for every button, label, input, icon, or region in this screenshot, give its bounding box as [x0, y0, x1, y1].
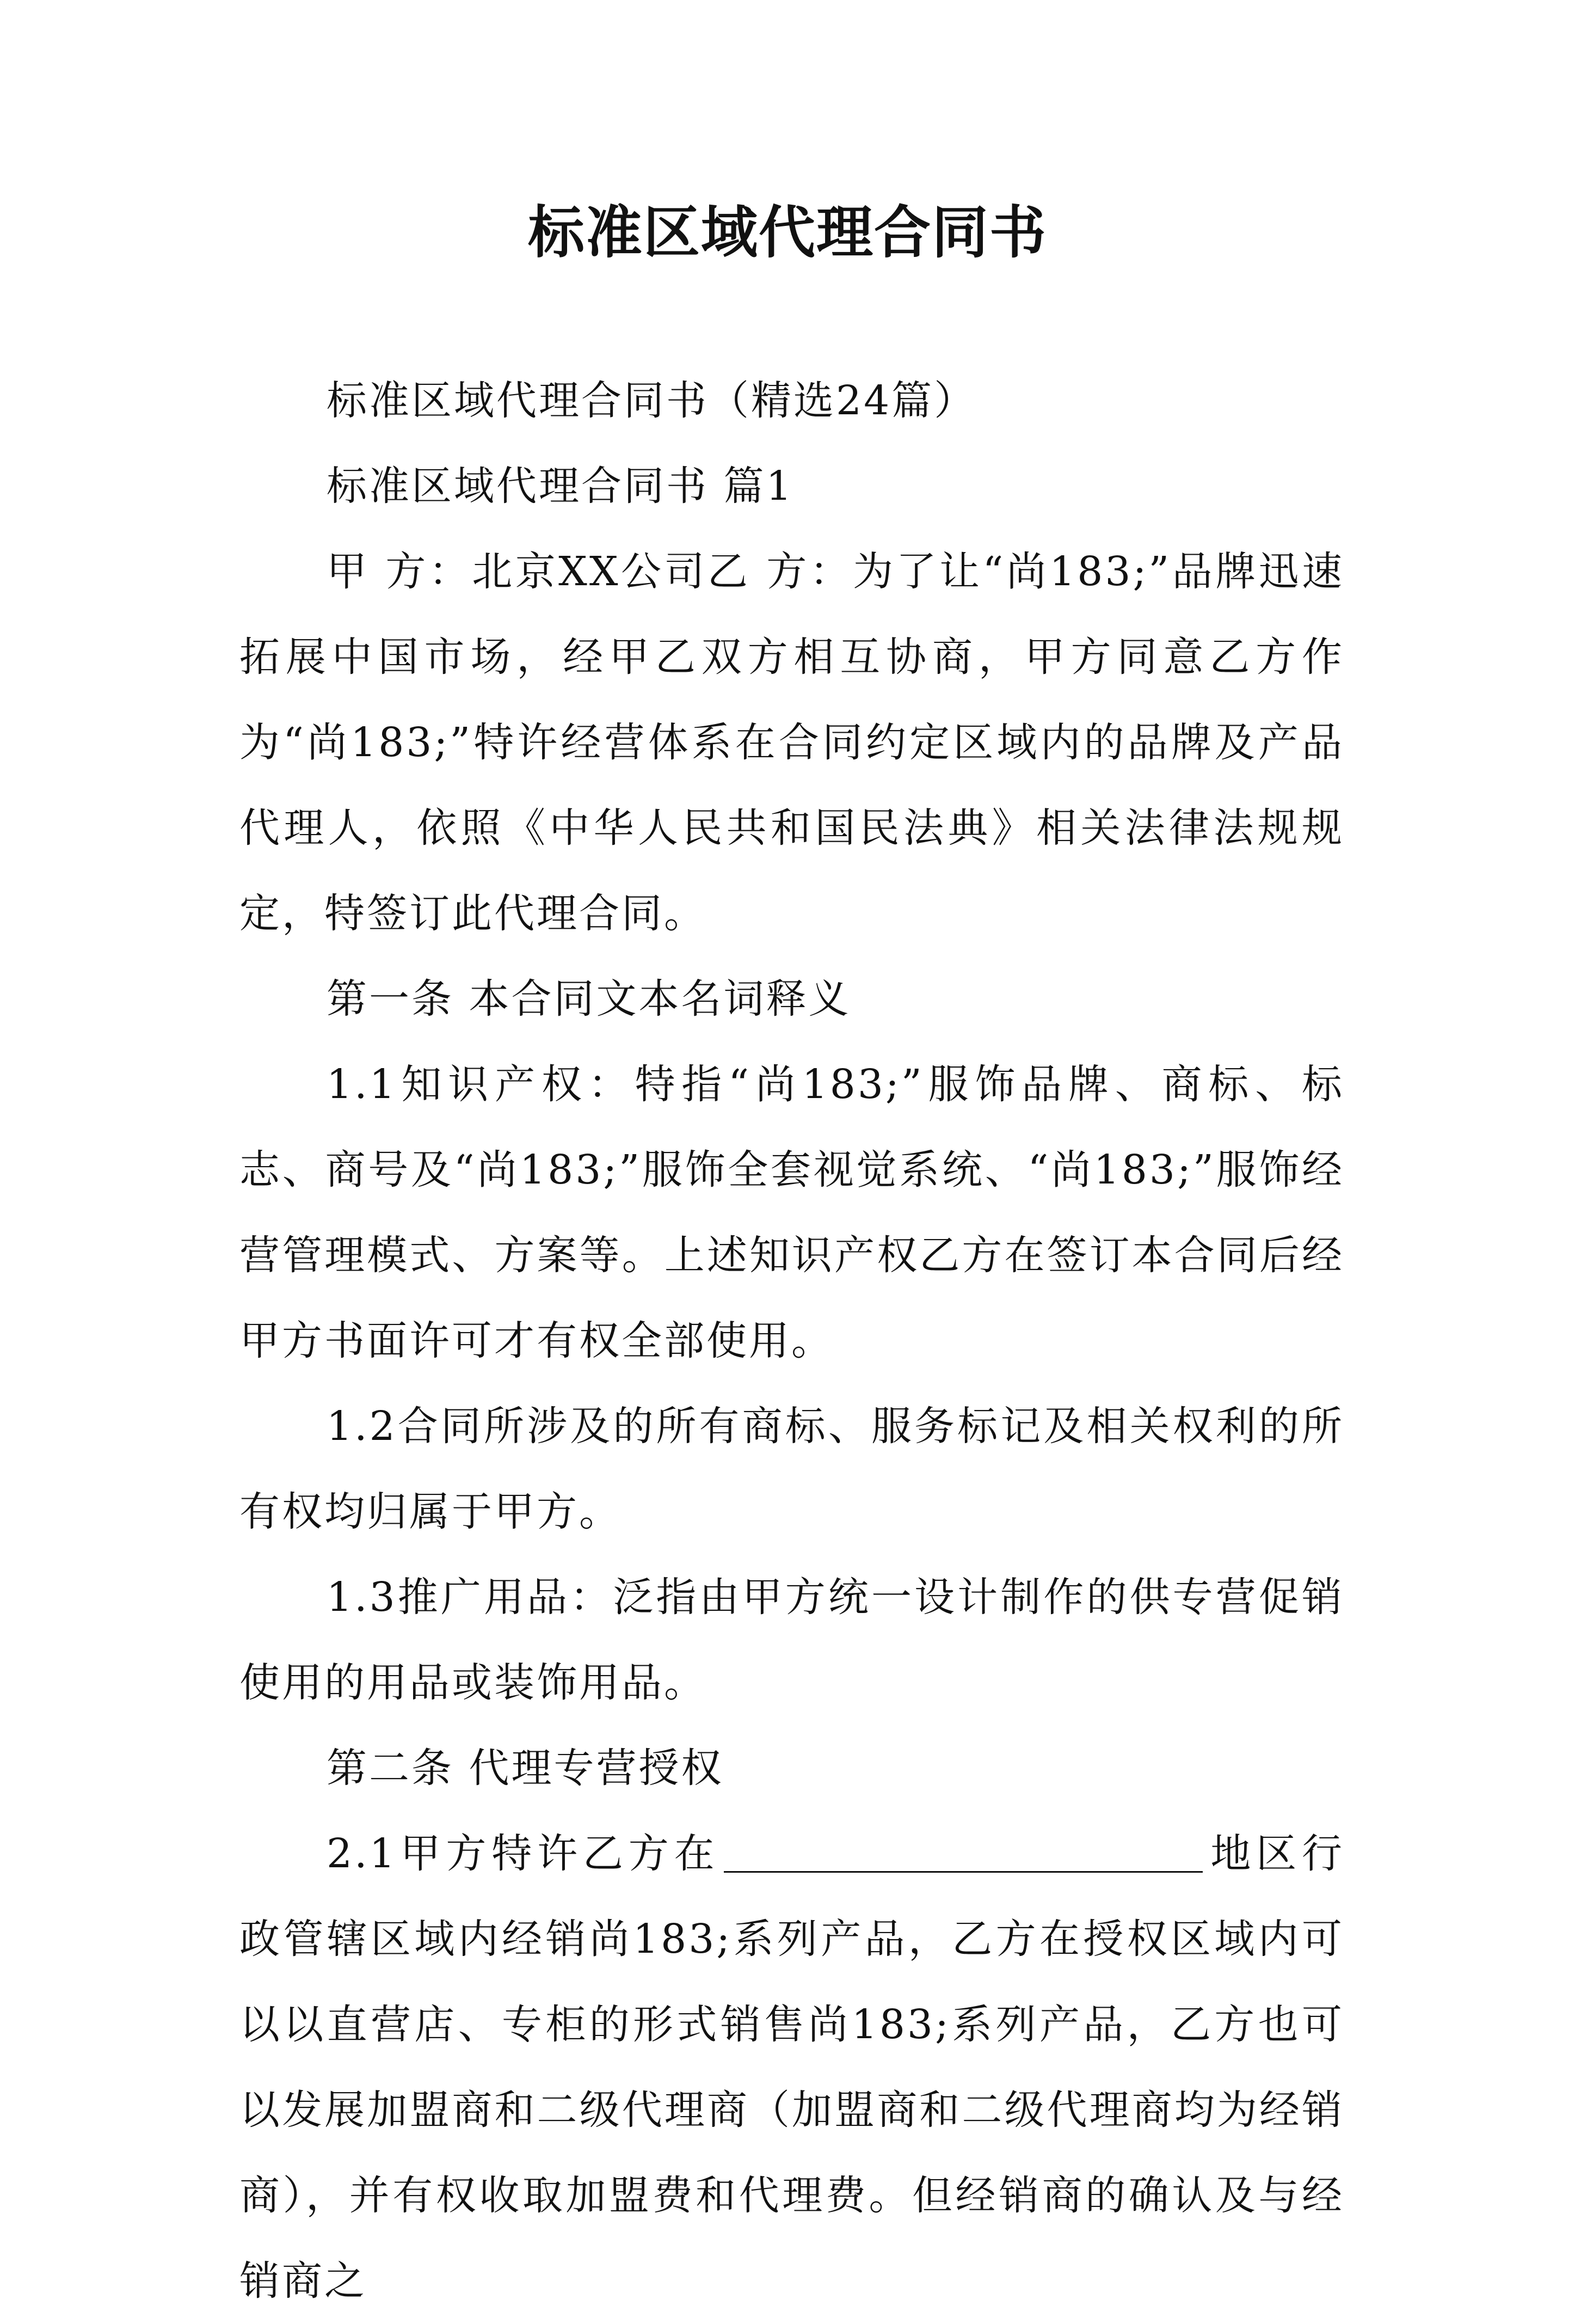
document-body [239, 358, 1344, 2324]
clause-2-1-lead: 2.1甲方特许乙方在 [327, 1830, 720, 1877]
paragraph-clause-1-2: 1.2合同所涉及的所有商标、服务标记及相关权利的所有权均归属于甲方。 [239, 1403, 1344, 1535]
paragraph-subtitle: 标准区域代理合同书（精选24篇） [327, 377, 977, 424]
paragraph-article-1-heading: 第一条 本合同文本名词释义 [327, 976, 851, 1022]
paragraph-clause-1-1: 1.1知识产权：特指“尚183;”服饰品牌、商标、标志、商号及“尚183;”服饰全套视觉系统、“尚183;”服饰经营管理模式、方案等。上述知识产权乙方在签订本合同后经甲方书面许可才有权全部使用。 [239, 1061, 1344, 1364]
clause-2-1-rest: 地区行政管辖区域内经销尚183;系列产品，乙方在授权区域内可以以直营店、专柜的形式销售尚183;系列产品，乙方也可以发展加盟商和二级代理商（加盟商和二级代理商均为经销商），并有权收取加盟费和代理费。但经销商的确认及与经销商之 [239, 1830, 1345, 2304]
paragraph-clause-1-3: 1.3推广用品：泛指由甲方统一设计制作的供专营促销使用的用品或装饰用品。 [239, 1574, 1344, 1706]
document-title: 标准区域代理合同书 [527, 199, 1047, 266]
paragraph-preamble: 甲 方：北京XX公司乙 方：为了让“尚183;”品牌迅速拓展中国市场，经甲乙双方相互协商，甲方同意乙方作为“尚183;”特许经营体系在合同约定区域内的品牌及产品代理人，依照《中华人民共和国民法典》相关法律法规规定，特签订此代理合同。 [239, 548, 1344, 937]
paragraph-section-heading: 标准区域代理合同书 篇1 [327, 463, 794, 510]
paragraph-clause-2-1 [239, 1811, 1344, 2324]
fill-in-blank-region [724, 1831, 1203, 1873]
paragraph-article-2-heading: 第二条 代理专营授权 [327, 1745, 724, 1792]
